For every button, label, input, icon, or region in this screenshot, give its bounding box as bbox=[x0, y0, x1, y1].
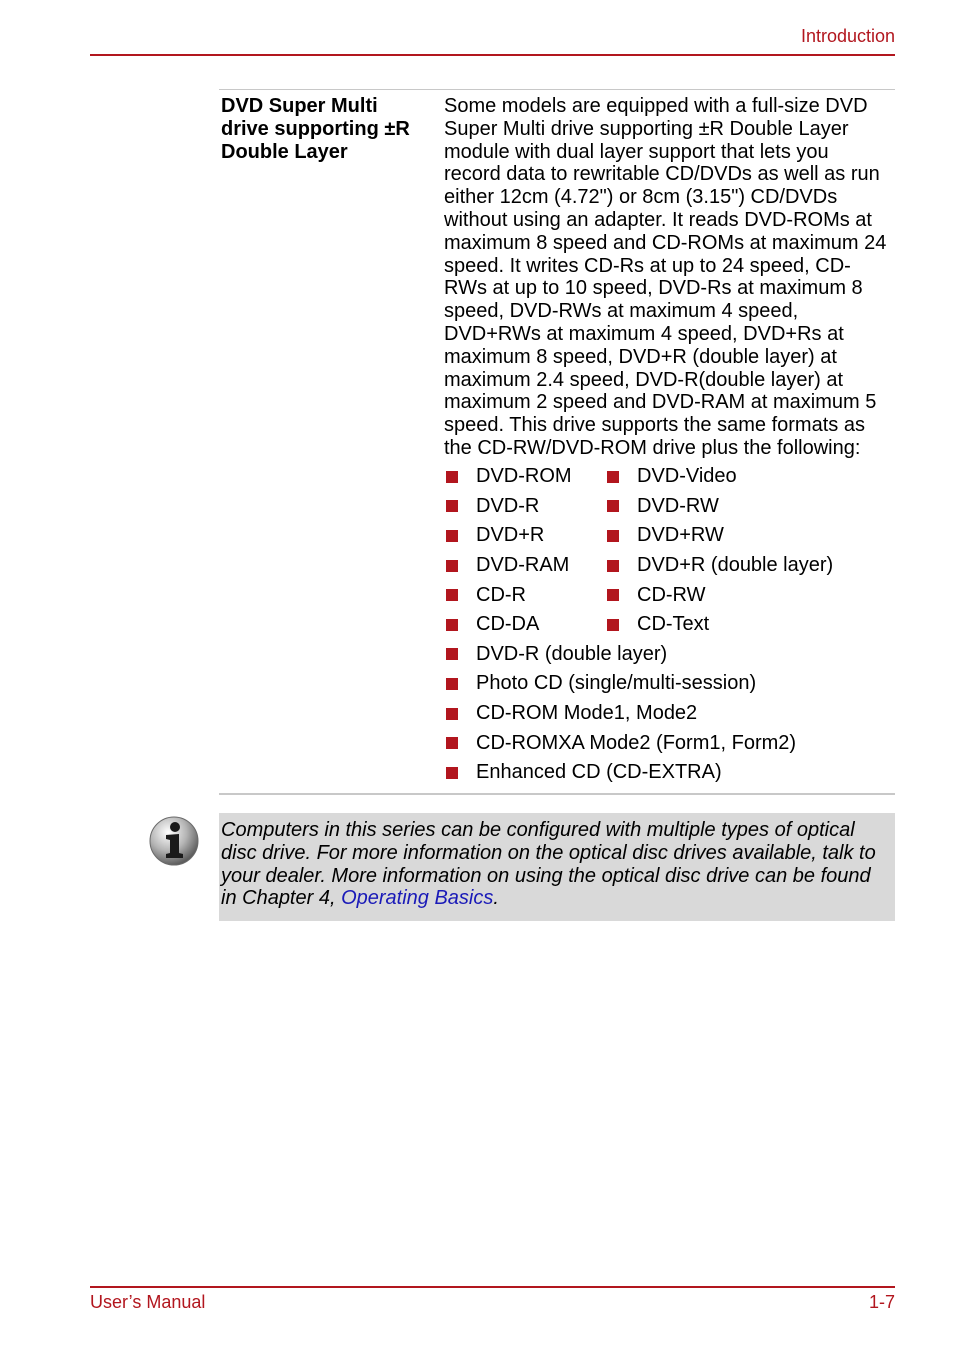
format-item bbox=[607, 551, 867, 581]
footer-divider bbox=[90, 1286, 895, 1288]
note-text-before-link: Computers in this series can be configured with multiple types of optical disc drive. For more information on the optical disc drives available, talk to your dealer. More information on using the optical disc drive can be found in Chapter 4, bbox=[221, 819, 876, 910]
format-item bbox=[446, 669, 867, 699]
format-label: CD-DA bbox=[476, 613, 540, 636]
format-label: DVD-RW bbox=[637, 494, 719, 517]
format-label: DVD+RW bbox=[637, 524, 724, 547]
format-item bbox=[446, 580, 607, 610]
format-item bbox=[607, 521, 867, 551]
bullet-icon bbox=[607, 619, 619, 631]
format-item bbox=[446, 462, 607, 492]
table-description: Some models are equipped with a full-size DVD Super Multi drive supporting ±R Double Layer module with dual layer support that lets you record data to rewritable CD/DVDs as well as run either 12cm (4.72") or 8cm (3.15") CD/DVDs without using an adapter. It reads DVD-ROMs at maximum 8 speed and CD-ROMs at maximum 24 speed. It writes CD-Rs at up to 24 speed, CD-RWs at up to 10 speed, DVD-Rs at maximum 8 speed, DVD-RWs at maximum 4 speed, DVD+RWs at maximum 4 speed, DVD+Rs at maximum 8 speed, DVD+R (double layer) at maximum 2.4 speed, DVD-R(double layer) at maximum 2 speed and DVD-RAM at maximum 5 speed. This drive supports the same formats as the CD-RW/DVD-ROM drive plus the following: bbox=[444, 95, 887, 459]
footer-page-number: 1-7 bbox=[868, 1292, 895, 1312]
format-label: DVD-ROM bbox=[476, 465, 572, 488]
supported-formats-list bbox=[446, 462, 867, 788]
format-item bbox=[607, 610, 867, 640]
format-label: DVD+R (double layer) bbox=[637, 554, 834, 577]
bullet-icon bbox=[446, 737, 458, 749]
format-item bbox=[446, 640, 867, 670]
format-item bbox=[446, 521, 607, 551]
format-item bbox=[446, 699, 867, 729]
bullet-icon bbox=[446, 648, 458, 660]
header-divider bbox=[90, 54, 895, 56]
format-item bbox=[446, 492, 607, 522]
bullet-icon bbox=[446, 619, 458, 631]
bullet-icon bbox=[446, 560, 458, 572]
note-text bbox=[221, 819, 891, 910]
format-label: DVD-R (double layer) bbox=[476, 642, 668, 665]
format-item bbox=[446, 610, 607, 640]
footer-manual-title: User’s Manual bbox=[90, 1292, 206, 1312]
format-item bbox=[446, 551, 607, 581]
format-label: CD-R bbox=[476, 583, 526, 606]
format-item bbox=[607, 580, 867, 610]
bullet-icon bbox=[446, 471, 458, 483]
format-label: DVD-RAM bbox=[476, 554, 570, 577]
bullet-icon bbox=[446, 708, 458, 720]
format-label: Enhanced CD (CD-EXTRA) bbox=[476, 761, 722, 784]
table-top-border bbox=[219, 89, 895, 90]
bullet-icon bbox=[607, 471, 619, 483]
bullet-icon bbox=[446, 500, 458, 512]
bullet-icon bbox=[446, 767, 458, 779]
format-item bbox=[607, 462, 867, 492]
operating-basics-link[interactable]: Operating Basics bbox=[341, 887, 494, 910]
format-label: Photo CD (single/multi-session) bbox=[476, 672, 757, 695]
format-label: CD-Text bbox=[637, 613, 710, 636]
bullet-icon bbox=[607, 500, 619, 512]
format-label: DVD+R bbox=[476, 524, 545, 547]
format-label: DVD-Video bbox=[637, 465, 737, 488]
bullet-icon bbox=[607, 589, 619, 601]
info-icon bbox=[148, 815, 200, 867]
bullet-icon bbox=[446, 589, 458, 601]
format-item bbox=[607, 492, 867, 522]
bullet-icon bbox=[607, 560, 619, 572]
table-term: DVD Super Multi drive supporting ±R Double Layer bbox=[221, 95, 410, 163]
format-label: CD-ROM Mode1, Mode2 bbox=[476, 702, 698, 725]
header-section-title: Introduction bbox=[800, 26, 895, 46]
format-item bbox=[446, 728, 867, 758]
bullet-icon bbox=[446, 530, 458, 542]
format-label: CD-RW bbox=[637, 583, 706, 606]
bullet-icon bbox=[446, 678, 458, 690]
format-item bbox=[446, 758, 867, 788]
format-label: DVD-R bbox=[476, 494, 540, 517]
note-text-after-link: . bbox=[493, 887, 499, 910]
bullet-icon bbox=[607, 530, 619, 542]
table-bottom-border bbox=[219, 793, 895, 795]
format-label: CD-ROMXA Mode2 (Form1, Form2) bbox=[476, 731, 797, 754]
